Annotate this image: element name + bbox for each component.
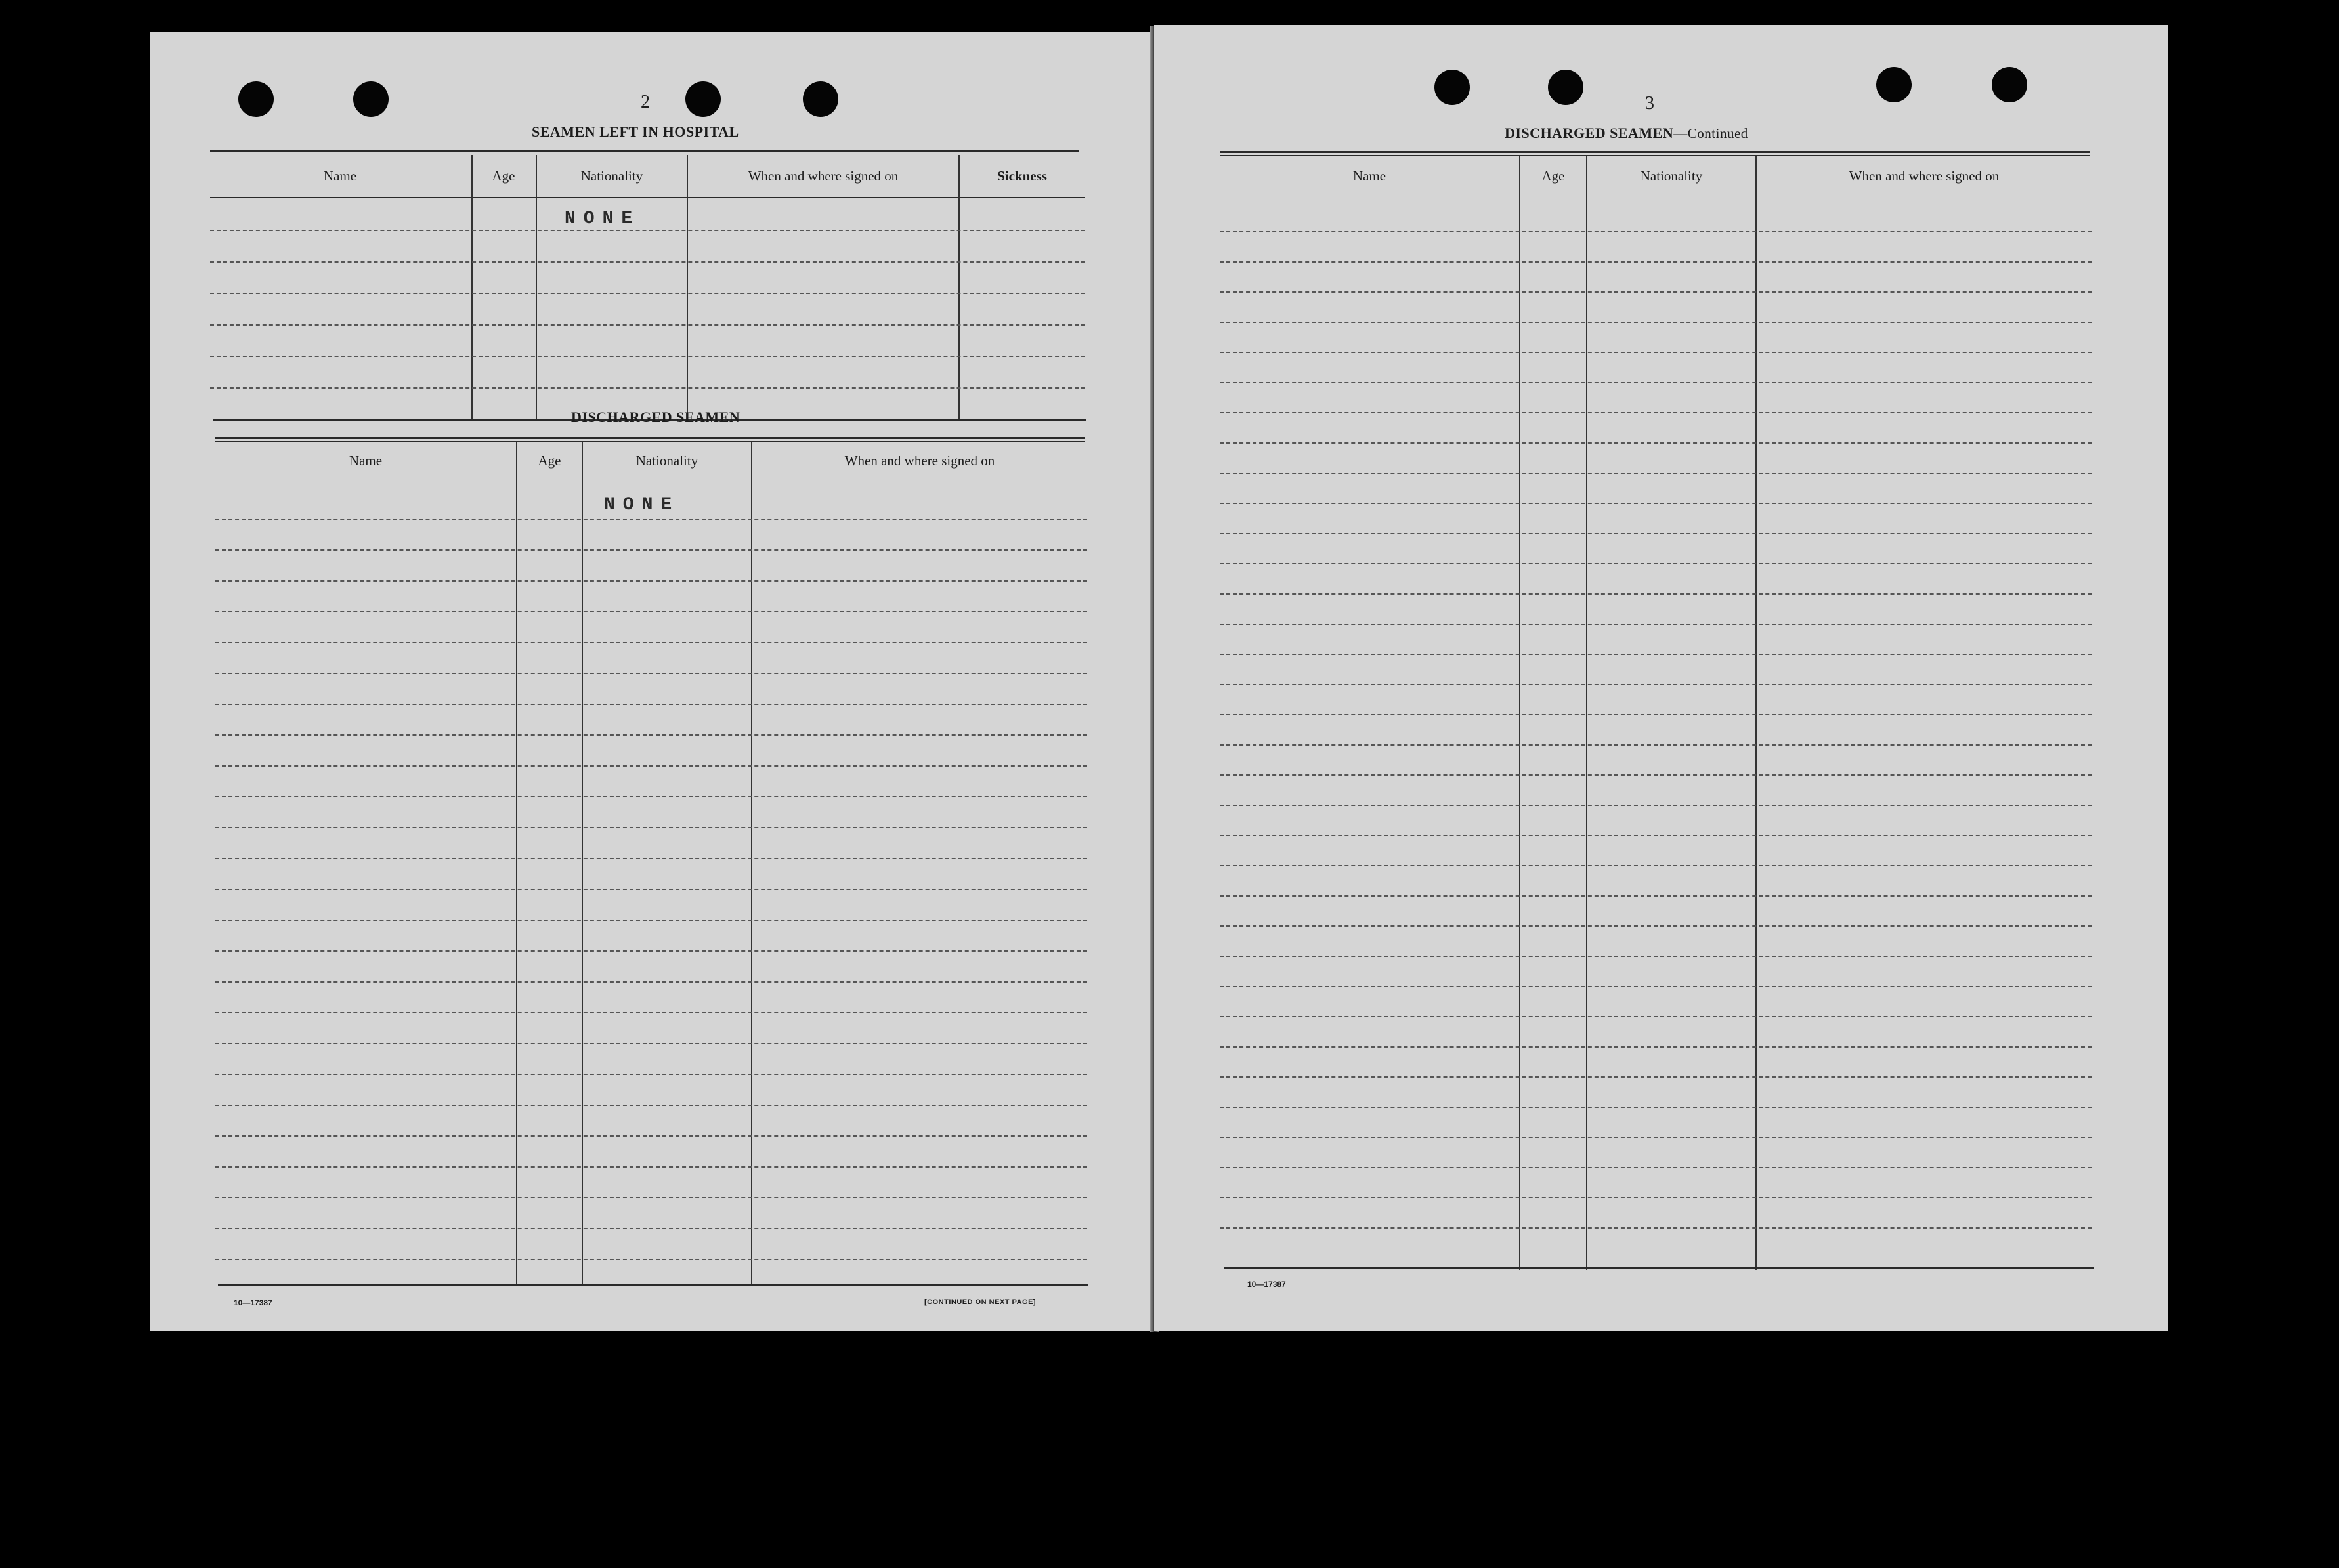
row-line xyxy=(215,734,1087,736)
discharged-section-title: DISCHARGED SEAMEN xyxy=(571,409,740,425)
row-line xyxy=(1220,805,2092,806)
section-title-main: DISCHARGED SEAMEN xyxy=(1505,125,1674,141)
row-line xyxy=(1220,231,2092,232)
column-header-age: Age xyxy=(492,168,515,184)
row-line xyxy=(1220,352,2092,353)
punch-hole xyxy=(1876,67,1912,102)
column-header-name: Name xyxy=(323,168,357,184)
row-line xyxy=(215,580,1087,582)
row-line xyxy=(1220,1046,2092,1048)
column-divider xyxy=(751,442,752,1285)
column-header-signed-on: When and where signed on xyxy=(748,168,899,184)
form-number: 10—17387 xyxy=(1247,1280,1286,1289)
row-line xyxy=(215,858,1087,859)
punch-hole xyxy=(238,81,274,117)
row-line xyxy=(1220,533,2092,534)
row-line xyxy=(215,981,1087,983)
entry-none-stamp: NONE xyxy=(565,209,641,229)
row-line xyxy=(215,1043,1087,1044)
row-line xyxy=(1220,865,2092,866)
column-header-signed-on: When and where signed on xyxy=(1849,168,2000,184)
column-header-nationality: Nationality xyxy=(635,453,698,469)
row-line xyxy=(1220,925,2092,927)
row-line xyxy=(1220,835,2092,836)
row-line xyxy=(1220,593,2092,595)
column-header-sickness: Sickness xyxy=(997,168,1047,184)
row-line xyxy=(1220,744,2092,746)
row-line xyxy=(1220,412,2092,413)
row-line xyxy=(1220,442,2092,444)
row-line xyxy=(215,611,1087,612)
row-line xyxy=(1220,382,2092,383)
row-line xyxy=(215,704,1087,705)
row-line xyxy=(1220,1197,2092,1198)
punch-hole xyxy=(685,81,721,117)
punch-hole xyxy=(1434,70,1470,105)
row-line xyxy=(1220,261,2092,263)
row-line xyxy=(215,827,1087,828)
row-line xyxy=(215,642,1087,643)
table-top-rule xyxy=(210,150,1079,154)
row-line xyxy=(215,1012,1087,1013)
punch-hole xyxy=(1548,70,1583,105)
row-line xyxy=(1220,1107,2092,1108)
row-line xyxy=(215,1135,1087,1137)
left-page xyxy=(150,32,1154,1331)
column-divider xyxy=(582,442,583,1285)
section-title-continued: —Continued xyxy=(1673,125,1748,141)
column-divider xyxy=(536,155,537,419)
column-divider xyxy=(1755,156,1757,1270)
column-header-signed-on: When and where signed on xyxy=(844,453,995,469)
row-line xyxy=(210,261,1085,263)
column-header-age: Age xyxy=(538,453,561,469)
column-header-name: Name xyxy=(349,453,383,469)
row-line xyxy=(210,387,1085,389)
table-bottom-rule xyxy=(1224,1267,2094,1271)
table-top-rule xyxy=(1220,151,2090,156)
column-divider xyxy=(1586,156,1587,1270)
row-line xyxy=(1220,322,2092,323)
row-line xyxy=(215,1105,1087,1106)
row-line xyxy=(215,1074,1087,1075)
row-line xyxy=(215,673,1087,674)
row-line xyxy=(1220,1076,2092,1078)
row-line xyxy=(215,1228,1087,1229)
row-line xyxy=(215,889,1087,890)
page-number: 2 xyxy=(641,92,650,112)
row-line xyxy=(1220,714,2092,715)
row-line xyxy=(215,950,1087,952)
row-line xyxy=(1220,895,2092,897)
punch-hole xyxy=(1992,67,2027,102)
table-bottom-rule xyxy=(218,1284,1088,1288)
row-line xyxy=(215,765,1087,767)
row-line xyxy=(1220,503,2092,504)
continued-note: [CONTINUED ON NEXT PAGE] xyxy=(924,1298,1037,1306)
punch-hole xyxy=(803,81,838,117)
row-line xyxy=(1220,986,2092,987)
column-divider xyxy=(471,155,473,419)
header-rule xyxy=(210,197,1085,198)
form-number: 10—17387 xyxy=(234,1298,272,1307)
table-top-rule xyxy=(215,437,1085,442)
hospital-section-title: SEAMEN LEFT IN HOSPITAL xyxy=(532,123,739,140)
row-line xyxy=(215,549,1087,551)
row-line xyxy=(215,1259,1087,1260)
row-line xyxy=(1220,684,2092,685)
right-page xyxy=(1154,25,2168,1331)
row-line xyxy=(1220,1016,2092,1017)
row-line xyxy=(1220,654,2092,655)
row-line xyxy=(210,324,1085,326)
row-line xyxy=(1220,624,2092,625)
row-line xyxy=(1220,956,2092,957)
row-line xyxy=(1220,291,2092,293)
section-title xyxy=(1505,125,1748,142)
column-header-nationality: Nationality xyxy=(580,168,643,184)
column-divider xyxy=(958,155,960,419)
punch-hole xyxy=(353,81,389,117)
column-divider xyxy=(516,442,517,1285)
column-divider xyxy=(1519,156,1520,1270)
row-line xyxy=(215,796,1087,797)
entry-none-stamp: NONE xyxy=(604,495,680,515)
row-line xyxy=(1220,1137,2092,1138)
row-line xyxy=(1220,1227,2092,1229)
row-line xyxy=(210,293,1085,294)
row-line xyxy=(215,519,1087,520)
row-line xyxy=(210,230,1085,231)
row-line xyxy=(1220,774,2092,776)
column-divider xyxy=(687,155,688,419)
row-line xyxy=(215,1197,1087,1198)
row-line xyxy=(215,1166,1087,1168)
row-line xyxy=(215,920,1087,921)
row-line xyxy=(1220,563,2092,564)
row-line xyxy=(1220,1167,2092,1168)
column-header-age: Age xyxy=(1541,168,1565,184)
column-header-nationality: Nationality xyxy=(1640,168,1703,184)
row-line xyxy=(210,356,1085,357)
column-header-name: Name xyxy=(1352,168,1386,184)
page-number: 3 xyxy=(1645,93,1654,114)
row-line xyxy=(1220,473,2092,474)
